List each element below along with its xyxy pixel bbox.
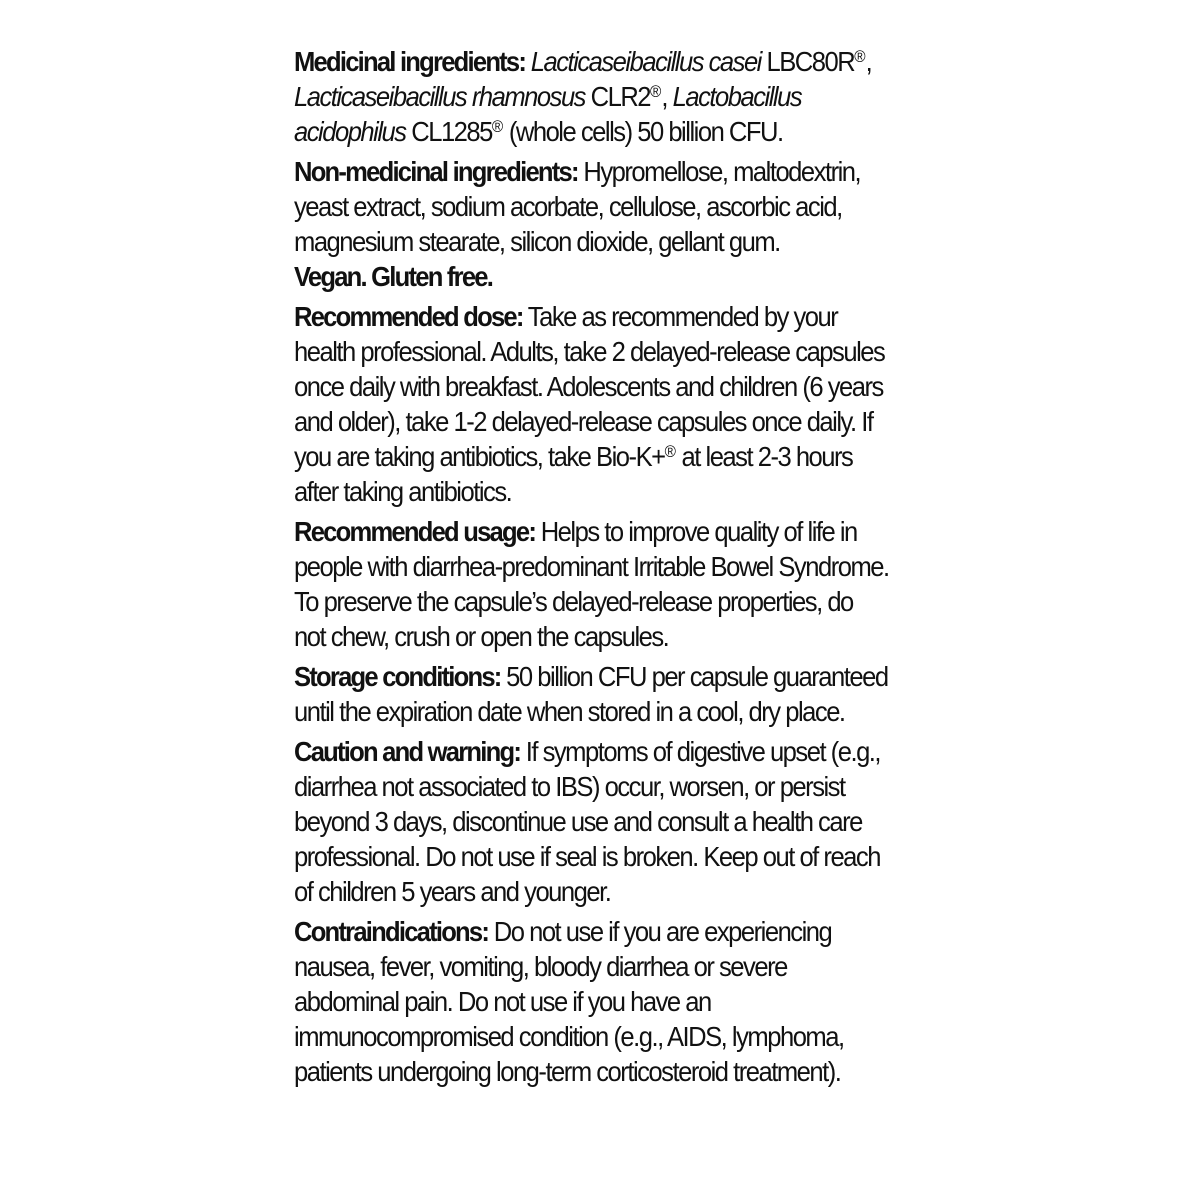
caution-warning-section — [294, 734, 889, 909]
non-medicinal-ingredients-section — [294, 154, 889, 259]
storage-conditions-section — [294, 659, 889, 729]
non-medicinal-ingredients-heading: Non-medicinal ingredients: — [294, 156, 578, 187]
contraindications-text: Do not use if you are experiencing nausea, fever, vomiting, bloody diarrhea or severe abdominal pain. Do not use if you have an immunocompromised condition (e.g., AIDS, lymphoma, patients undergoing long-term corticosteroid treatment). — [294, 916, 844, 1087]
vegan-gluten-free-line — [294, 259, 889, 294]
registered-mark: ® — [650, 82, 662, 101]
caution-warning-heading: Caution and warning: — [294, 736, 521, 767]
contraindications-heading: Contraindications: — [294, 916, 489, 947]
registered-mark: ® — [854, 47, 866, 66]
medicinal-ingredients-tail: (whole cells) 50 billion CFU. — [508, 116, 783, 147]
recommended-usage-section — [294, 514, 889, 654]
recommended-usage-text: Helps to improve quality of life in people with diarrhea-predominant Irritable Bowel Syndrome. To preserve the capsule’s delayed-release properties, do not chew, crush or open the capsules. — [294, 516, 889, 652]
strain-2-name: Lacticaseibacillus rhamnosus — [294, 81, 585, 112]
registered-mark: ® — [664, 442, 676, 461]
medicinal-ingredients-heading: Medicinal ingredients: — [294, 46, 526, 77]
vegan-gluten-free-text: Vegan. Gluten free. — [294, 261, 493, 292]
strain-3-code: CL1285 — [411, 116, 492, 147]
recommended-dose-text: Take as recommended by your health professional. Adults, take 2 delayed-release capsules once daily with breakfast. Adolescents and children (6 years and older), take 1-2 delayed-release capsules once daily. If you are taking antibiotics, take Bio-K+ — [294, 301, 885, 472]
medicinal-ingredients-section: Medicinal ingredients: Lacticaseibacillus casei LBC80R®, Lacticaseibacillus rhamnosus CLR2®, Lactobacillus acidophilus CL1285® (whole cells) 50 billion CFU. — [294, 46, 872, 147]
registered-mark: ® — [491, 117, 504, 136]
product-label-text — [294, 44, 889, 1094]
caution-warning-text: If symptoms of digestive upset (e.g., diarrhea not associated to IBS) occur, worsen, or persist beyond 3 days, discontinue use and consult a health care professional. Do not use if seal is broken. Keep out of reach of children 5 years and younger. — [294, 736, 881, 907]
recommended-dose-heading: Recommended dose: — [294, 301, 523, 332]
storage-conditions-heading: Storage conditions: — [294, 661, 501, 692]
strain-1-name: Lacticaseibacillus casei — [530, 46, 761, 77]
strain-1-code: LBC80R — [766, 46, 855, 77]
storage-conditions-text: 50 billion CFU per capsule guaranteed until the expiration date when stored in a cool, dry place. — [294, 661, 888, 727]
strain-3-name: Lactobacillus acidophilus — [294, 81, 802, 147]
non-medicinal-ingredients-text: Hypromellose, maltodextrin, yeast extract, sodium acorbate, cellulose, ascorbic acid, magnesium stearate, silicon dioxide, gellant gum. — [294, 156, 861, 257]
strain-2-code: CLR2 — [590, 81, 651, 112]
recommended-dose-section — [294, 299, 889, 509]
recommended-usage-heading: Recommended usage: — [294, 516, 536, 547]
contraindications-section — [294, 914, 889, 1089]
recommended-dose-text-end: at least 2-3 hours after taking antibiotics. — [294, 441, 853, 507]
